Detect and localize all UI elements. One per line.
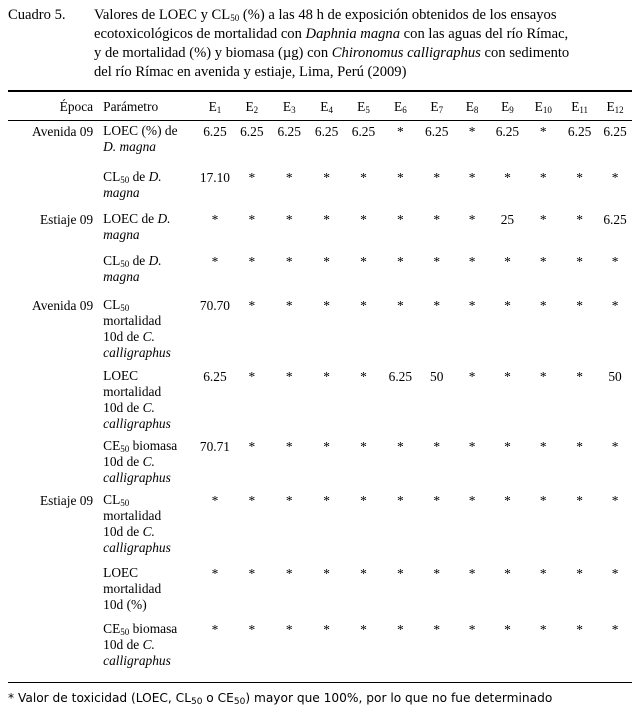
cell-epoca: [8, 562, 97, 618]
cell-e9: 25: [500, 212, 515, 227]
cell-parametro: $CL_{50}$ mortalidad 10d de C. calligraphus: [103, 492, 171, 555]
cell-epoca: Estiaje 09: [39, 493, 94, 508]
cell-e3: *: [285, 622, 293, 637]
cell-e3: *: [285, 254, 293, 269]
cell-e5: *: [360, 254, 367, 269]
caption-line-2: ecotoxicológicos de mortalidad con Daphnia magna con las aguas del río Rímac,: [94, 26, 569, 42]
cell-e4: *: [323, 622, 330, 637]
cell-e10: *: [539, 622, 547, 637]
caption-text: [94, 6, 634, 82]
cell-epoca: Estiaje 09: [39, 212, 94, 227]
cell-e2: *: [248, 298, 256, 313]
cell-e9: *: [504, 369, 511, 384]
cell-e1: *: [211, 254, 219, 269]
header-e9: $E_9$: [501, 98, 514, 115]
header-e3: $E_3$: [282, 98, 296, 115]
cell-e12: *: [611, 493, 619, 508]
header-parametro: Parámetro: [103, 98, 159, 114]
cell-e2: *: [248, 566, 256, 581]
cell-e3: *: [285, 566, 293, 581]
cell-e10: *: [539, 566, 547, 581]
cell-epoca: [8, 166, 97, 208]
header-e1: $E_1$: [208, 98, 222, 115]
cell-e12: *: [611, 622, 619, 637]
cell-e9: *: [504, 439, 511, 454]
cell-e4: 6.25: [314, 124, 339, 139]
footnote: * Valor de toxicidad (LOEC, $CL_{50}$ o $CE_{50}$) mayor que 100%, por lo que no fue determinado: [8, 691, 553, 707]
cell-e5: *: [360, 439, 367, 454]
cell-e11: *: [576, 622, 583, 637]
cell-e5: *: [360, 493, 367, 508]
table-top-rule: [8, 90, 632, 92]
toxicity-table: [8, 93, 632, 674]
cell-e12: 6.25: [603, 212, 627, 227]
table-row: [8, 618, 632, 674]
header-e10: $E_{10}$: [534, 98, 552, 115]
cell-epoca: [8, 435, 97, 489]
header-epoca: Época: [59, 98, 94, 114]
header-e8: $E_8$: [465, 98, 479, 115]
header-e5: $E_5$: [357, 98, 370, 115]
cell-e7: *: [433, 566, 441, 581]
header-e4: $E_4$: [320, 98, 333, 115]
table-row: [8, 166, 632, 208]
cell-e9: 6.25: [495, 124, 520, 139]
cell-e6: *: [397, 493, 404, 508]
cell-e3: *: [285, 170, 293, 185]
cell-e6: 6.25: [388, 369, 413, 384]
cell-e6: *: [397, 566, 404, 581]
cell-e6: *: [397, 212, 404, 227]
cell-epoca: [8, 365, 97, 435]
cell-e2: *: [248, 622, 256, 637]
table-row: [8, 250, 632, 294]
cell-e10: *: [539, 439, 547, 454]
cell-e2: *: [248, 369, 256, 384]
cell-e3: *: [285, 493, 293, 508]
cell-e8: *: [468, 254, 476, 269]
cell-e12: *: [611, 566, 619, 581]
cell-e7: 50: [430, 369, 444, 384]
cell-e12: 50: [608, 369, 622, 384]
cell-e11: 6.25: [567, 124, 592, 139]
cell-e10: *: [539, 369, 547, 384]
header-e12: $E_{12}$: [606, 98, 624, 115]
cell-e11: *: [576, 298, 583, 313]
cell-e7: *: [433, 170, 441, 185]
cell-e7: *: [433, 622, 441, 637]
cell-e10: *: [539, 124, 547, 139]
cell-e6: *: [397, 439, 404, 454]
cell-e10: *: [539, 170, 547, 185]
cell-e3: *: [285, 298, 293, 313]
cell-e10: *: [539, 493, 547, 508]
cell-e5: 6.25: [351, 124, 376, 139]
cell-e12: *: [611, 254, 619, 269]
cell-e6: *: [397, 170, 404, 185]
cell-parametro: $CL_{50}$ mortalidad 10d de C. calligraphus: [103, 297, 171, 360]
cell-e4: *: [323, 298, 330, 313]
cell-e12: 6.25: [603, 124, 627, 139]
cell-e11: *: [576, 566, 583, 581]
cell-e1: 6.25: [203, 124, 227, 139]
table-row: [8, 489, 632, 562]
cell-e10: *: [539, 298, 547, 313]
cell-e1: 17.10: [199, 170, 231, 185]
cell-e5: *: [360, 170, 367, 185]
cell-e3: *: [285, 369, 293, 384]
cell-e11: *: [576, 170, 583, 185]
cell-e7: *: [433, 298, 441, 313]
cell-e11: *: [576, 212, 583, 227]
caption-line-3: y de mortalidad (%) y biomasa (µg) con Chironomus calligraphus con sedimento: [94, 45, 570, 61]
cell-e12: *: [611, 439, 619, 454]
cell-e1: *: [211, 566, 219, 581]
cell-e3: 6.25: [277, 124, 301, 139]
table-bottom-rule: [8, 682, 632, 683]
cell-e9: *: [504, 254, 511, 269]
cell-e5: *: [360, 566, 367, 581]
cell-e7: *: [433, 493, 441, 508]
cell-e4: *: [323, 439, 330, 454]
cell-e2: *: [248, 254, 256, 269]
cell-e8: *: [468, 439, 476, 454]
cell-e8: *: [468, 212, 476, 227]
cell-e5: *: [360, 622, 367, 637]
table-body: [8, 120, 632, 674]
cell-e4: *: [323, 566, 330, 581]
cell-e5: *: [360, 298, 367, 313]
header-e2: $E_2$: [245, 98, 259, 115]
cell-e11: *: [576, 439, 583, 454]
cell-e1: 70.70: [199, 298, 231, 313]
table-header-row: [8, 93, 632, 120]
cell-e7: *: [433, 212, 441, 227]
table-row: [8, 562, 632, 618]
cell-e4: *: [323, 254, 330, 269]
cell-e12: *: [611, 298, 619, 313]
cell-e1: 70.71: [199, 439, 231, 454]
cell-e4: *: [323, 493, 330, 508]
cell-e1: 6.25: [203, 369, 227, 384]
cell-e11: *: [576, 493, 583, 508]
cell-e8: *: [468, 622, 476, 637]
cell-parametro: $CE_{50}$ biomasa 10d de C. calligraphus: [103, 621, 178, 668]
cell-parametro: $CL_{50}$ de D. magna: [103, 169, 162, 200]
cell-e8: *: [468, 170, 476, 185]
cell-e1: *: [211, 622, 219, 637]
cell-e6: *: [397, 622, 404, 637]
caption-label: Cuadro 5.: [8, 7, 66, 23]
cell-e8: *: [468, 493, 476, 508]
cell-e8: *: [468, 124, 476, 139]
cell-epoca: [8, 250, 97, 294]
cell-e3: *: [285, 212, 293, 227]
cell-e2: *: [248, 170, 256, 185]
cell-e9: *: [504, 566, 511, 581]
cell-e11: *: [576, 254, 583, 269]
header-e7: $E_7$: [430, 98, 444, 115]
cell-epoca: Avenida 09: [32, 298, 94, 313]
cell-e2: *: [248, 212, 256, 227]
table-row: [8, 120, 632, 166]
caption-line-1: Valores de LOEC y $CL_{50}$ (%) a las 48 h de exposición obtenidos de los ensayos: [94, 7, 557, 23]
cell-e5: *: [360, 212, 367, 227]
cell-e8: *: [468, 369, 476, 384]
cell-e2: *: [248, 439, 256, 454]
table-row: [8, 208, 632, 250]
cell-e9: *: [504, 170, 511, 185]
cell-parametro: $CE_{50}$ biomasa 10d de C. calligraphus: [103, 438, 178, 485]
cell-e11: *: [576, 369, 583, 384]
cell-e9: *: [504, 298, 511, 313]
cell-parametro: $CL_{50}$ de D. magna: [103, 253, 162, 284]
cell-e7: 6.25: [425, 124, 449, 139]
caption-line-4: del río Rímac en avenida y estiaje, Lima, Perú (2009): [94, 64, 407, 80]
cell-e1: *: [211, 212, 219, 227]
cell-e7: *: [433, 254, 441, 269]
cell-e4: *: [323, 369, 330, 384]
table-row: [8, 294, 632, 365]
cell-e1: *: [211, 493, 219, 508]
cell-parametro: LOEC mortalidad 10d de C. calligraphus: [103, 368, 171, 431]
cell-e4: *: [323, 212, 330, 227]
cell-e6: *: [397, 124, 404, 139]
cell-e9: *: [504, 493, 511, 508]
cell-e8: *: [468, 298, 476, 313]
cell-e6: *: [397, 298, 404, 313]
header-e11: $E_{11}$: [571, 98, 589, 115]
cell-e4: *: [323, 170, 330, 185]
cell-parametro: LOEC de D. magna: [103, 211, 171, 242]
cell-e9: *: [504, 622, 511, 637]
cell-parametro: LOEC (%) de D. magna: [103, 123, 178, 154]
cell-epoca: [8, 618, 97, 674]
cell-e5: *: [360, 369, 367, 384]
cell-e3: *: [285, 439, 293, 454]
header-e6: $E_6$: [394, 98, 407, 115]
cell-e7: *: [433, 439, 441, 454]
cell-e12: *: [611, 170, 619, 185]
cell-e10: *: [539, 254, 547, 269]
cell-e2: *: [248, 493, 256, 508]
cell-e8: *: [468, 566, 476, 581]
cell-e10: *: [539, 212, 547, 227]
cell-epoca: Avenida 09: [32, 124, 94, 139]
cell-parametro: LOEC mortalidad 10d (%): [103, 565, 162, 612]
cell-e2: 6.25: [240, 124, 264, 139]
table-row: [8, 365, 632, 435]
cell-e6: *: [397, 254, 404, 269]
table-row: [8, 435, 632, 489]
